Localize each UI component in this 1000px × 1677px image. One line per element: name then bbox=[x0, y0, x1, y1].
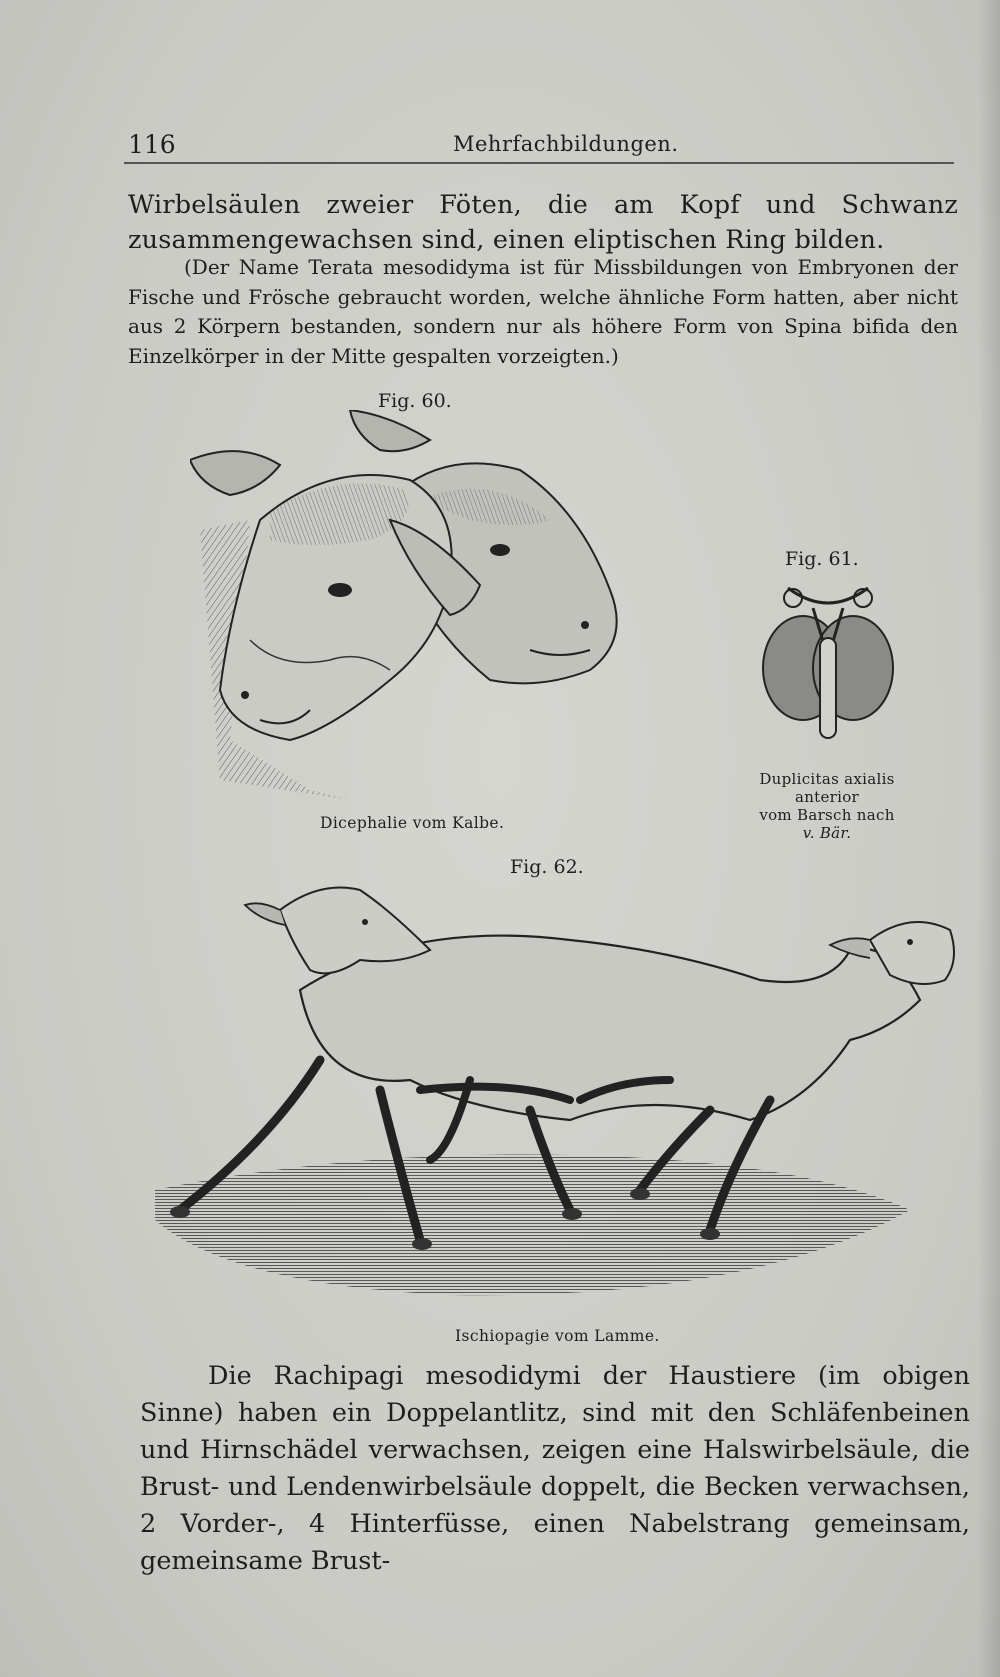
fig61-caption-line-2: anterior bbox=[794, 788, 860, 806]
fig61-caption-line-3: vom Barsch nach bbox=[759, 806, 895, 824]
fig61-label: Fig. 61. bbox=[785, 548, 859, 570]
running-title: Mehrfachbildungen. bbox=[453, 132, 679, 156]
fig60-label: Fig. 60. bbox=[378, 390, 452, 412]
page-header bbox=[128, 130, 953, 162]
fig62-caption: Ischiopagie vom Lamme. bbox=[455, 1327, 660, 1345]
fig61-perch-embryo-illustration bbox=[758, 578, 898, 758]
fig60-two-headed-calf-illustration bbox=[190, 410, 660, 810]
page-edge-shadow bbox=[978, 0, 1000, 1677]
fig61-caption-line-1: Duplicitas axialis bbox=[759, 770, 895, 788]
fig60-caption: Dicephalie vom Kalbe. bbox=[320, 814, 505, 832]
fig62-conjoined-lamb-illustration bbox=[150, 880, 960, 1300]
paragraph-intro: Wirbelsäulen zweier Föten, die am Kopf und Schwanz zusammengewachsen sind, einen eliptischen Ring bilden. bbox=[128, 190, 958, 255]
fig61-caption-author: v. Bär. bbox=[802, 824, 852, 842]
fig61-caption bbox=[752, 770, 902, 842]
fig62-label: Fig. 62. bbox=[510, 856, 584, 878]
page-number: 116 bbox=[128, 130, 176, 159]
paragraph-rachipagi: Die Rachipagi mesodidymi der Haustiere (im obigen Sinne) haben ein Doppelantlitz, sind mit den Schläfenbeinen und Hirnschädel verwachsen, zeigen eine Halswirbelsäule, die Brust- und Lendenwirbelsäule doppelt, die Becken verwachsen, 2 Vorder-, 4 Hinterfüsse, einen Nabelstrang gemeinsam, gemeinsame Brust- bbox=[140, 1361, 970, 1576]
header-rule bbox=[124, 162, 954, 164]
paragraph-note: (Der Name Terata mesodidyma ist für Missbildungen von Embryonen der Fische und Frösche gebraucht worden, welche ähnliche Form hatten, aber nicht aus 2 Körpern bestanden, sondern nur als höhere Form von Spina bifida den Einzelkörper in der Mitte gespalten vorzeigten.) bbox=[128, 255, 958, 368]
